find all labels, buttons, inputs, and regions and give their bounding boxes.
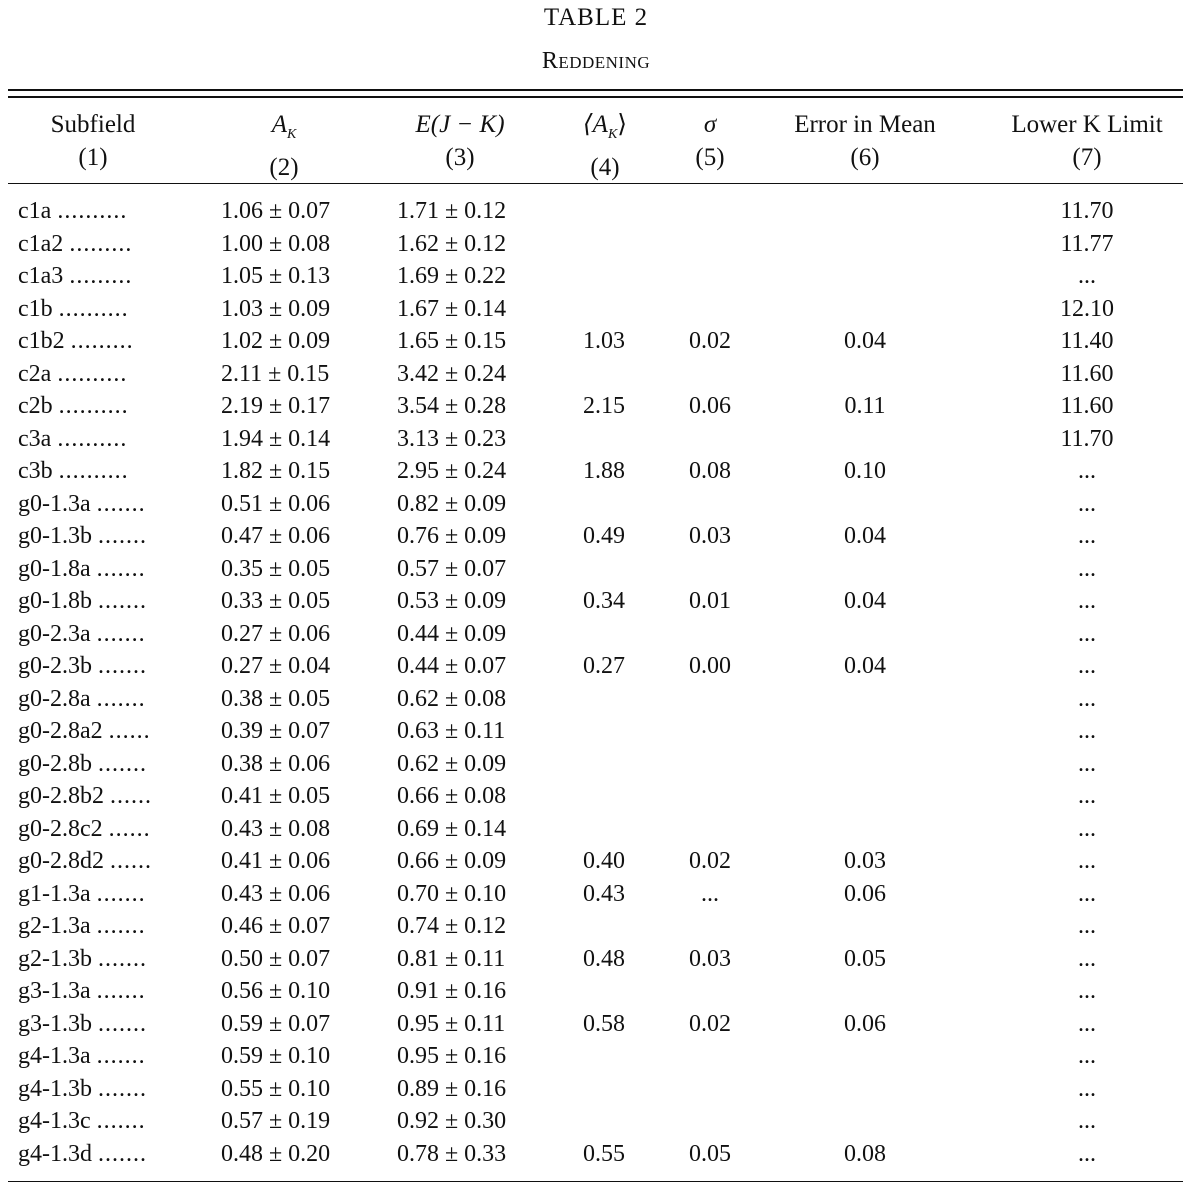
cell-error-in-mean: 0.04 <box>844 588 886 614</box>
cell-error-in-mean: 0.04 <box>844 653 886 679</box>
bottom-rule <box>8 1181 1183 1182</box>
header-number: (2) <box>269 154 299 181</box>
cell-ejk: 0.63 ± 0.11 <box>397 718 506 744</box>
subfield-label: c3a <box>18 426 52 452</box>
cell-ak: 0.59 ± 0.07 <box>221 1011 331 1037</box>
cell-ak: 0.46 ± 0.07 <box>221 913 331 939</box>
header-label: ⟨A <box>582 111 608 138</box>
cell-subfield <box>18 716 178 746</box>
cell-ak: 0.43 ± 0.08 <box>221 816 331 842</box>
header-label: Error in Mean <box>794 111 936 138</box>
cell-subfield <box>18 1074 178 1104</box>
cell-subfield <box>18 391 178 421</box>
cell-ejk: 0.91 ± 0.16 <box>397 978 507 1004</box>
cell-ak: 0.39 ± 0.07 <box>221 718 331 744</box>
cell-ejk: 0.66 ± 0.08 <box>397 783 507 809</box>
leader-dots: .......... <box>58 458 129 484</box>
cell-lower-k-limit: ... <box>1078 686 1096 712</box>
leader-dots: ....... <box>98 523 147 549</box>
cell-mean-ak: 0.55 <box>583 1141 625 1167</box>
cell-lower-k-limit: ... <box>1078 816 1096 842</box>
cell-lower-k-limit: ... <box>1078 1043 1096 1069</box>
subfield-label: g1-1.3a <box>18 881 91 907</box>
subfield-label: g0-2.8a <box>18 686 91 712</box>
header-label: σ <box>703 111 717 138</box>
cell-ejk: 0.62 ± 0.08 <box>397 686 507 712</box>
cell-lower-k-limit: 11.70 <box>1060 198 1114 224</box>
cell-subfield <box>18 229 178 259</box>
leader-dots: ....... <box>96 686 146 712</box>
cell-mean-ak: 0.40 <box>583 848 625 874</box>
subfield-label: g0-1.8a <box>18 556 91 582</box>
cell-ejk: 0.82 ± 0.09 <box>397 491 507 517</box>
cell-ak: 0.43 ± 0.06 <box>221 881 331 907</box>
cell-ak: 0.48 ± 0.20 <box>221 1141 331 1167</box>
subfield-label: g0-2.8a2 <box>18 718 103 744</box>
cell-ejk: 3.54 ± 0.28 <box>397 393 507 419</box>
cell-subfield <box>18 944 178 974</box>
cell-ejk: 0.66 ± 0.09 <box>397 848 507 874</box>
subfield-label: g0-2.3a <box>18 621 91 647</box>
subfield-label: g3-1.3a <box>18 978 91 1004</box>
cell-sigma: 0.03 <box>689 523 731 549</box>
subfield-label: g2-1.3b <box>18 946 92 972</box>
leader-dots: ....... <box>98 1011 147 1037</box>
leader-dots: ....... <box>96 621 146 647</box>
cell-ak: 0.27 ± 0.06 <box>221 621 331 647</box>
top-rule-double <box>8 96 1183 98</box>
cell-ak: 2.19 ± 0.17 <box>221 393 331 419</box>
cell-subfield <box>18 1139 178 1169</box>
cell-ejk: 0.92 ± 0.30 <box>397 1108 507 1134</box>
subfield-label: c1a <box>18 198 52 224</box>
cell-lower-k-limit: 12.10 <box>1060 296 1114 322</box>
subfield-label: g3-1.3b <box>18 1011 92 1037</box>
cell-sigma: 0.01 <box>689 588 731 614</box>
cell-error-in-mean: 0.10 <box>844 458 886 484</box>
cell-sigma: ... <box>701 881 719 907</box>
cell-error-in-mean: 0.04 <box>844 328 886 354</box>
leader-dots: ....... <box>98 946 147 972</box>
cell-error-in-mean: 0.04 <box>844 523 886 549</box>
cell-subfield <box>18 359 178 389</box>
subfield-label: g0-1.3a <box>18 491 91 517</box>
header-error-in-mean <box>770 108 960 174</box>
cell-ejk: 0.74 ± 0.12 <box>397 913 507 939</box>
header-number: (4) <box>590 154 620 181</box>
top-rule <box>8 89 1183 91</box>
cell-ejk: 0.44 ± 0.07 <box>397 653 507 679</box>
leader-dots: .......... <box>57 426 128 452</box>
header-subfield <box>38 108 148 174</box>
cell-sigma: 0.03 <box>689 946 731 972</box>
leader-dots: ....... <box>98 653 147 679</box>
leader-dots: ....... <box>96 978 146 1004</box>
subfield-label: g4-1.3b <box>18 1076 92 1102</box>
cell-subfield <box>18 294 178 324</box>
cell-subfield <box>18 261 178 291</box>
cell-subfield <box>18 911 178 941</box>
subfield-label: g4-1.3a <box>18 1043 91 1069</box>
cell-ak: 0.41 ± 0.06 <box>221 848 331 874</box>
leader-dots: ...... <box>108 718 151 744</box>
cell-subfield <box>18 1106 178 1136</box>
cell-lower-k-limit: ... <box>1078 1141 1096 1167</box>
cell-lower-k-limit: ... <box>1078 491 1096 517</box>
subfield-label: c1a2 <box>18 231 64 257</box>
cell-subfield <box>18 976 178 1006</box>
header-number: (1) <box>78 144 108 171</box>
cell-subfield <box>18 489 178 519</box>
leader-dots: ....... <box>98 751 147 777</box>
cell-ak: 0.27 ± 0.04 <box>221 653 331 679</box>
cell-ejk: 0.95 ± 0.11 <box>397 1011 506 1037</box>
cell-ak: 1.05 ± 0.13 <box>221 263 331 289</box>
cell-ejk: 0.78 ± 0.33 <box>397 1141 507 1167</box>
leader-dots: ...... <box>110 783 152 809</box>
cell-lower-k-limit: ... <box>1078 848 1096 874</box>
leader-dots: .......... <box>58 296 129 322</box>
cell-subfield <box>18 749 178 779</box>
leader-dots: ......... <box>69 263 133 289</box>
header-label: Subfield <box>50 111 136 138</box>
cell-sigma: 0.05 <box>689 1141 731 1167</box>
leader-dots: ....... <box>96 913 146 939</box>
cell-subfield <box>18 1009 178 1039</box>
cell-ak: 0.38 ± 0.06 <box>221 751 331 777</box>
cell-ak: 1.00 ± 0.08 <box>221 231 331 257</box>
cell-subfield <box>18 814 178 844</box>
cell-mean-ak: 1.03 <box>583 328 625 354</box>
table-subtitle: Reddening <box>541 48 651 74</box>
header-rule <box>8 183 1183 184</box>
leader-dots: ...... <box>110 848 152 874</box>
leader-dots: ....... <box>96 1043 146 1069</box>
cell-ejk: 0.81 ± 0.11 <box>397 946 506 972</box>
leader-dots: ....... <box>96 881 146 907</box>
cell-error-in-mean: 0.08 <box>844 1141 886 1167</box>
cell-ak: 0.56 ± 0.10 <box>221 978 331 1004</box>
cell-subfield <box>18 521 178 551</box>
subfield-label: g4-1.3d <box>18 1141 92 1167</box>
cell-mean-ak: 0.48 <box>583 946 625 972</box>
cell-ejk: 0.57 ± 0.07 <box>397 556 507 582</box>
subfield-label: g4-1.3c <box>18 1108 91 1134</box>
cell-lower-k-limit: 11.60 <box>1060 361 1114 387</box>
cell-mean-ak: 1.88 <box>583 458 625 484</box>
cell-subfield <box>18 684 178 714</box>
cell-error-in-mean: 0.11 <box>844 393 886 419</box>
cell-error-in-mean: 0.05 <box>844 946 886 972</box>
cell-lower-k-limit: 11.60 <box>1060 393 1114 419</box>
cell-subfield <box>18 196 178 226</box>
subfield-label: c2b <box>18 393 53 419</box>
header-suffix: ⟩ <box>617 111 628 138</box>
cell-ejk: 2.95 ± 0.24 <box>397 458 507 484</box>
subfield-label: g0-2.8c2 <box>18 816 103 842</box>
cell-ak: 0.47 ± 0.06 <box>221 523 331 549</box>
header-label: A <box>271 111 287 138</box>
cell-ejk: 1.69 ± 0.22 <box>397 263 507 289</box>
cell-ak: 0.51 ± 0.06 <box>221 491 331 517</box>
cell-subfield <box>18 1041 178 1071</box>
cell-subfield <box>18 424 178 454</box>
cell-ak: 1.02 ± 0.09 <box>221 328 331 354</box>
cell-sigma: 0.02 <box>689 848 731 874</box>
cell-subfield <box>18 846 178 876</box>
cell-lower-k-limit: ... <box>1078 621 1096 647</box>
cell-lower-k-limit: ... <box>1078 751 1096 777</box>
cell-mean-ak: 2.15 <box>583 393 625 419</box>
cell-lower-k-limit: ... <box>1078 881 1096 907</box>
cell-ak: 0.33 ± 0.05 <box>221 588 331 614</box>
cell-lower-k-limit: ... <box>1078 263 1096 289</box>
cell-mean-ak: 0.27 <box>583 653 625 679</box>
header-number: (5) <box>695 144 725 171</box>
cell-sigma: 0.06 <box>689 393 731 419</box>
leader-dots: ....... <box>98 1141 147 1167</box>
cell-ak: 0.57 ± 0.19 <box>221 1108 331 1134</box>
header-label: Lower K Limit <box>1011 111 1163 138</box>
cell-ejk: 0.89 ± 0.16 <box>397 1076 507 1102</box>
cell-lower-k-limit: 11.77 <box>1060 231 1114 257</box>
cell-ejk: 0.62 ± 0.09 <box>397 751 507 777</box>
leader-dots: .......... <box>57 198 128 224</box>
leader-dots: .......... <box>57 361 128 387</box>
leader-dots: ....... <box>98 588 147 614</box>
cell-ak: 1.82 ± 0.15 <box>221 458 331 484</box>
cell-ejk: 0.76 ± 0.09 <box>397 523 507 549</box>
subfield-label: g0-2.3b <box>18 653 92 679</box>
cell-mean-ak: 0.58 <box>583 1011 625 1037</box>
cell-lower-k-limit: ... <box>1078 1108 1096 1134</box>
subfield-label: g0-1.8b <box>18 588 92 614</box>
cell-error-in-mean: 0.06 <box>844 1011 886 1037</box>
header-label: E(J − K) <box>415 111 505 138</box>
cell-error-in-mean: 0.03 <box>844 848 886 874</box>
cell-lower-k-limit: ... <box>1078 523 1096 549</box>
leader-dots: ....... <box>96 1108 146 1134</box>
cell-subfield <box>18 456 178 486</box>
cell-ak: 1.94 ± 0.14 <box>221 426 331 452</box>
leader-dots: ...... <box>108 816 151 842</box>
table-title: TABLE 2 <box>543 4 649 31</box>
header-sigma <box>670 108 750 174</box>
cell-ejk: 0.95 ± 0.16 <box>397 1043 507 1069</box>
subfield-label: c3b <box>18 458 53 484</box>
cell-ejk: 1.62 ± 0.12 <box>397 231 507 257</box>
subfield-label: c1b <box>18 296 53 322</box>
header-mean-ak <box>560 108 650 184</box>
cell-ejk: 0.70 ± 0.10 <box>397 881 507 907</box>
header-ejk <box>390 108 530 174</box>
cell-ejk: 1.67 ± 0.14 <box>397 296 507 322</box>
header-ak <box>244 108 324 184</box>
cell-lower-k-limit: ... <box>1078 588 1096 614</box>
cell-lower-k-limit: 11.40 <box>1060 328 1114 354</box>
cell-ejk: 0.44 ± 0.09 <box>397 621 507 647</box>
cell-subfield <box>18 554 178 584</box>
cell-lower-k-limit: ... <box>1078 913 1096 939</box>
cell-lower-k-limit: ... <box>1078 718 1096 744</box>
cell-ak: 0.35 ± 0.05 <box>221 556 331 582</box>
cell-lower-k-limit: ... <box>1078 556 1096 582</box>
cell-lower-k-limit: ... <box>1078 978 1096 1004</box>
cell-ak: 1.03 ± 0.09 <box>221 296 331 322</box>
cell-ejk: 0.69 ± 0.14 <box>397 816 507 842</box>
header-number: (6) <box>850 144 880 171</box>
header-lower-k-limit <box>992 108 1182 174</box>
cell-subfield <box>18 619 178 649</box>
cell-subfield <box>18 651 178 681</box>
leader-dots: ....... <box>96 491 146 517</box>
cell-lower-k-limit: ... <box>1078 458 1096 484</box>
header-subscript: K <box>607 127 618 142</box>
leader-dots: ......... <box>70 328 134 354</box>
cell-error-in-mean: 0.06 <box>844 881 886 907</box>
subfield-label: g0-1.3b <box>18 523 92 549</box>
cell-mean-ak: 0.34 <box>583 588 625 614</box>
cell-ejk: 1.71 ± 0.12 <box>397 198 507 224</box>
cell-lower-k-limit: ... <box>1078 946 1096 972</box>
cell-lower-k-limit: ... <box>1078 1011 1096 1037</box>
leader-dots: ....... <box>98 1076 147 1102</box>
cell-subfield <box>18 879 178 909</box>
cell-lower-k-limit: ... <box>1078 783 1096 809</box>
cell-ejk: 3.13 ± 0.23 <box>397 426 507 452</box>
header-number: (7) <box>1072 144 1102 171</box>
cell-ak: 0.59 ± 0.10 <box>221 1043 331 1069</box>
leader-dots: .......... <box>58 393 129 419</box>
subfield-label: c1b2 <box>18 328 65 354</box>
cell-lower-k-limit: ... <box>1078 1076 1096 1102</box>
cell-subfield <box>18 326 178 356</box>
cell-ak: 0.55 ± 0.10 <box>221 1076 331 1102</box>
cell-lower-k-limit: 11.70 <box>1060 426 1114 452</box>
subfield-label: g0-2.8d2 <box>18 848 104 874</box>
cell-mean-ak: 0.49 <box>583 523 625 549</box>
leader-dots: ......... <box>69 231 133 257</box>
subfield-label: c1a3 <box>18 263 64 289</box>
cell-mean-ak: 0.43 <box>583 881 625 907</box>
cell-lower-k-limit: ... <box>1078 653 1096 679</box>
cell-ak: 1.06 ± 0.07 <box>221 198 331 224</box>
cell-sigma: 0.02 <box>689 328 731 354</box>
cell-ak: 0.38 ± 0.05 <box>221 686 331 712</box>
subfield-label: g0-2.8b2 <box>18 783 104 809</box>
cell-ejk: 0.53 ± 0.09 <box>397 588 507 614</box>
cell-subfield <box>18 586 178 616</box>
header-number: (3) <box>445 144 475 171</box>
cell-ejk: 1.65 ± 0.15 <box>397 328 507 354</box>
cell-sigma: 0.02 <box>689 1011 731 1037</box>
cell-ak: 0.41 ± 0.05 <box>221 783 331 809</box>
subfield-label: g2-1.3a <box>18 913 91 939</box>
subfield-label: g0-2.8b <box>18 751 92 777</box>
cell-ak: 0.50 ± 0.07 <box>221 946 331 972</box>
cell-sigma: 0.00 <box>689 653 731 679</box>
cell-sigma: 0.08 <box>689 458 731 484</box>
cell-subfield <box>18 781 178 811</box>
leader-dots: ....... <box>96 556 146 582</box>
cell-ejk: 3.42 ± 0.24 <box>397 361 507 387</box>
header-subscript: K <box>286 127 297 142</box>
cell-ak: 2.11 ± 0.15 <box>221 361 330 387</box>
subfield-label: c2a <box>18 361 52 387</box>
